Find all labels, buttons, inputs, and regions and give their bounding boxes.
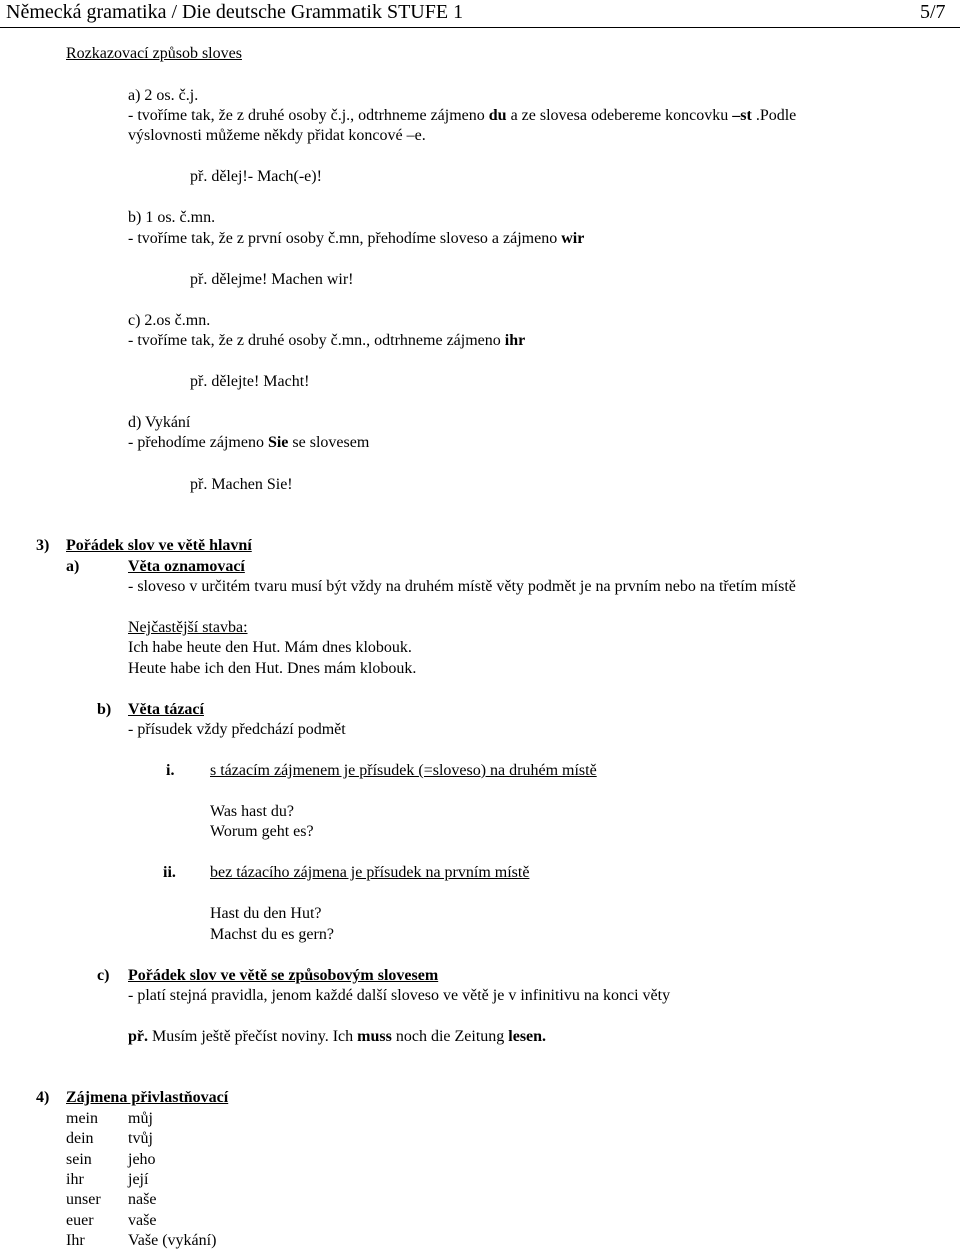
sub-b-title: Věta tázací — [128, 701, 204, 718]
item-d-label: d) Vykání — [128, 414, 191, 431]
item-a-example: př. dělej!- Mach(-e)! — [190, 168, 322, 185]
pronoun-german: sein — [66, 1151, 92, 1168]
sub-a-letter: a) — [66, 558, 80, 575]
item-b-example: př. dělejme! Machen wir! — [190, 271, 354, 288]
section-heading-imperative: Rozkazovací způsob sloves — [66, 45, 242, 62]
header-rule — [0, 27, 960, 28]
sub-a-description: - sloveso v určitém tvaru musí být vždy na druhém místě věty podmět je na prvním nebo na třetím místě — [128, 578, 796, 595]
sub-b-i-example-2: Worum geht es? — [210, 823, 314, 840]
item-a-label: a) 2 os. č.j. — [128, 87, 199, 104]
section-4-number: 4) — [36, 1089, 50, 1106]
sub-b-i-rule: s tázacím zájmenem je přísudek (=sloveso) na druhém místě — [210, 762, 597, 779]
item-b-description: - tvoříme tak, že z první osoby č.mn, přehodíme sloveso a zájmeno wir — [128, 230, 585, 247]
sub-b-ii-rule: bez tázacího zájmena je přísudek na prvním místě — [210, 864, 530, 881]
sub-b-ii-example-1: Hast du den Hut? — [210, 905, 322, 922]
sub-c-description: - platí stejná pravidla, jenom každé další sloveso ve větě je v infinitivu na konci věty — [128, 987, 671, 1004]
pronoun-czech: její — [128, 1171, 149, 1188]
sub-a-subheading: Nejčastější stavba: — [128, 619, 248, 636]
item-c-example: př. dělejte! Macht! — [190, 373, 310, 390]
sub-b-i-example-1: Was hast du? — [210, 803, 295, 820]
pronoun-german: Ihr — [66, 1232, 85, 1249]
item-c-description: - tvoříme tak, že z druhé osoby č.mn., odtrhneme zájmeno ihr — [128, 332, 526, 349]
pronoun-german: ihr — [66, 1171, 84, 1188]
sub-c-title: Pořádek slov ve větě se způsobovým slovesem — [128, 967, 439, 984]
pronoun-german: mein — [66, 1110, 98, 1127]
sub-b-letter: b) — [97, 701, 112, 718]
pronoun-czech: můj — [128, 1110, 153, 1127]
document-title: Německá gramatika / Die deutsche Grammatik STUFE 1 — [6, 1, 464, 23]
pronoun-czech: tvůj — [128, 1130, 153, 1147]
pronoun-german: dein — [66, 1130, 94, 1147]
pronoun-czech: vaše — [128, 1212, 157, 1229]
sub-c-letter: c) — [97, 967, 110, 984]
sub-c-example: př. Musím ještě přečíst noviny. Ich muss noch die Zeitung lesen. — [128, 1028, 547, 1045]
sub-a-title: Věta oznamovací — [128, 558, 245, 575]
item-a-description-cont: výslovnosti můžeme někdy přidat koncové –e. — [128, 127, 426, 144]
item-b-label: b) 1 os. č.mn. — [128, 209, 216, 226]
sub-b-ii-example-2: Machst du es gern? — [210, 926, 334, 943]
pronoun-german: euer — [66, 1212, 94, 1229]
item-a-description: - tvoříme tak, že z druhé osoby č.j., odtrhneme zájmeno du a ze slovesa odebereme koncovku –st .Podle — [128, 107, 797, 124]
pronoun-german: unser — [66, 1191, 101, 1208]
sub-b-description: - přísudek vždy předchází podmět — [128, 721, 346, 738]
item-c-label: c) 2.os č.mn. — [128, 312, 211, 329]
sub-a-example-2: Heute habe ich den Hut. Dnes mám klobouk. — [128, 660, 417, 677]
item-d-example: př. Machen Sie! — [190, 476, 293, 493]
pronoun-czech: Vaše (vykání) — [128, 1232, 217, 1249]
section-3-number: 3) — [36, 537, 50, 554]
page-number: 5/7 — [920, 1, 946, 23]
section-3-heading: Pořádek slov ve větě hlavní — [66, 537, 252, 554]
section-4-heading: Zájmena přivlastňovací — [66, 1089, 229, 1106]
item-d-description: - přehodíme zájmeno Sie se slovesem — [128, 434, 370, 451]
sub-b-i-number: i. — [166, 762, 175, 779]
sub-a-example-1: Ich habe heute den Hut. Mám dnes klobouk. — [128, 639, 412, 656]
pronoun-czech: naše — [128, 1191, 157, 1208]
sub-b-ii-number: ii. — [163, 864, 176, 881]
pronoun-czech: jeho — [128, 1151, 156, 1168]
